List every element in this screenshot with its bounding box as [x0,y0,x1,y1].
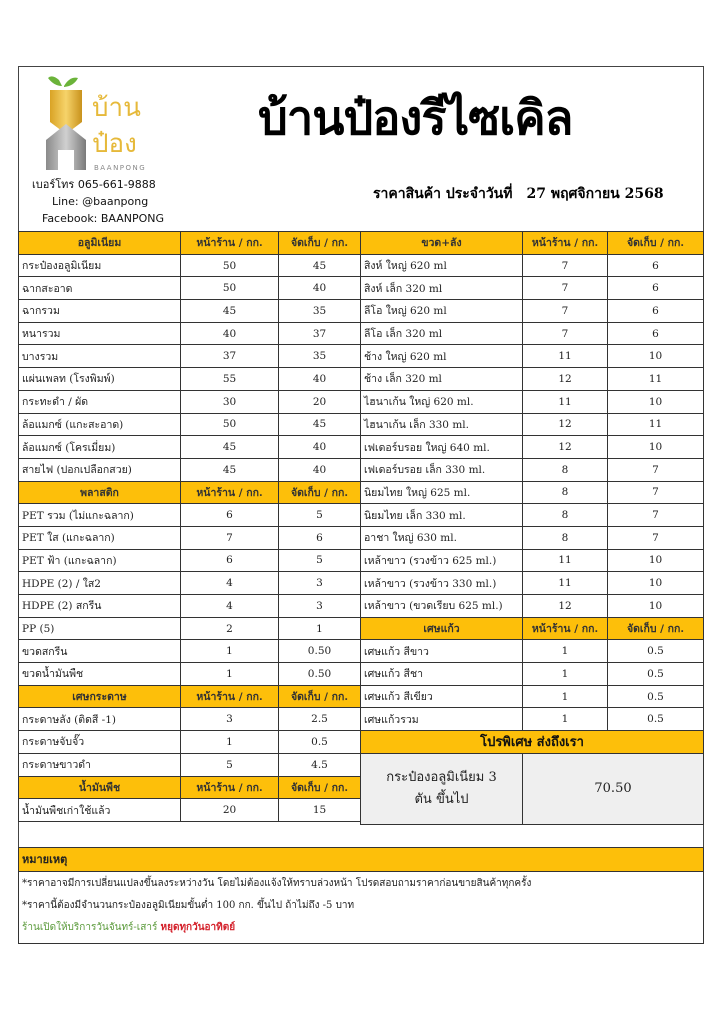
item-name: เฟเดอร์บรอย ใหญ่ 640 ml. [361,436,523,459]
table-row [361,368,704,391]
table-row [361,526,704,549]
price-date: 27 พฤศจิกายน 2568 [526,186,664,202]
table-row [361,572,704,595]
front-price: 5 [181,753,279,776]
item-name: ไฮนาเก้น ใหญ่ 620 ml. [361,390,523,413]
item-name: ช้าง ใหญ่ 620 ml [361,345,523,368]
item-name: เหล้าขาว (รวงข้าว 625 ml.) [361,549,523,572]
front-price: 6 [181,549,279,572]
table-row [19,368,361,391]
front-price: 7 [523,277,608,300]
table-row [19,504,361,527]
item-name: เศษแก้ว สีขาว [361,640,523,663]
pickup-price: 0.5 [608,708,704,731]
pickup-price: 4.5 [279,753,361,776]
item-name: ช้าง เล็ก 320 ml [361,368,523,391]
item-name: ล้อแมกซ์ (แกะสะอาด) [19,413,181,436]
left-price-table [18,231,361,822]
section-title: เศษแก้ว [361,617,523,640]
section-header-row [361,617,704,640]
table-row [19,526,361,549]
front-price: 4 [181,595,279,618]
pickup-price: 40 [279,368,361,391]
item-name: กระทะดำ / ผัด [19,390,181,413]
pickup-price: 7 [608,526,704,549]
section-title: ขวด+ลัง [361,232,523,255]
column-pickup-price: จัดเก็บ / กก. [608,617,704,640]
item-name: PET ฟ้า (แกะฉลาก) [19,549,181,572]
column-front-price: หน้าร้าน / กก. [181,685,279,708]
item-name: อาชา ใหญ่ 630 ml. [361,526,523,549]
item-name: PP (5) [19,617,181,640]
pickup-price: 11 [608,413,704,436]
pickup-price: 40 [279,458,361,481]
table-row [19,458,361,481]
pickup-price: 6 [279,526,361,549]
column-front-price: หน้าร้าน / กก. [181,232,279,255]
pickup-price: 10 [608,549,704,572]
front-price: 1 [181,731,279,754]
front-price: 8 [523,526,608,549]
front-price: 8 [523,504,608,527]
pickup-price: 0.5 [608,663,704,686]
pickup-price: 3 [279,572,361,595]
item-name: ลีโอ ใหญ่ 620 ml [361,300,523,323]
table-row [19,640,361,663]
front-price: 11 [523,345,608,368]
pickup-price: 6 [608,300,704,323]
table-row [19,708,361,731]
item-name: บางรวม [19,345,181,368]
front-price: 4 [181,572,279,595]
section-title: เศษกระดาษ [19,685,181,708]
item-name: กระดาษจับจั๊ว [19,731,181,754]
notes-title: หมายเหตุ [18,847,704,872]
front-price: 11 [523,390,608,413]
pickup-price: 35 [279,345,361,368]
table-row [361,436,704,459]
pickup-price: 6 [608,254,704,277]
pickup-price: 15 [279,799,361,822]
logo-text-bottom: ป๋อง [92,129,137,159]
price-date-line [373,183,664,205]
right-price-table [360,231,704,825]
table-row [361,413,704,436]
front-price: 12 [523,368,608,391]
baanpong-logo [42,74,162,178]
page-title: บ้านป๋องรีไซเคิล [258,91,573,146]
table-row [361,595,704,618]
pickup-price: 6 [608,277,704,300]
front-price: 7 [523,322,608,345]
front-price: 55 [181,368,279,391]
item-name: ขวดน้ำมันพืช [19,663,181,686]
table-row [361,345,704,368]
table-row [361,300,704,323]
table-row [19,390,361,413]
front-price: 50 [181,277,279,300]
logo-brand: BAANPONG [94,164,147,172]
facebook-page: Facebook: BAANPONG [42,212,165,225]
front-price: 6 [181,504,279,527]
front-price: 1 [523,663,608,686]
table-row [19,799,361,822]
front-price: 1 [523,708,608,731]
section-title: อลูมิเนียม [19,232,181,255]
table-row [19,753,361,776]
open-days: ร้านเปิดให้บริการวันจันทร์-เสาร์ [22,922,158,933]
pickup-price: 5 [279,549,361,572]
front-price: 12 [523,413,608,436]
item-name: น้ำมันพืชเก่าใช้แล้ว [19,799,181,822]
item-name: ฉากสะอาด [19,277,181,300]
item-name: ไฮนาเก้น เล็ก 330 ml. [361,413,523,436]
front-price: 11 [523,572,608,595]
front-price: 11 [523,549,608,572]
pickup-price: 45 [279,254,361,277]
logo-text-top: บ้าน [92,93,141,123]
front-price: 1 [181,640,279,663]
pickup-price: 10 [608,436,704,459]
section-title: พลาสติก [19,481,181,504]
pickup-price: 0.50 [279,663,361,686]
pickup-price: 0.5 [608,640,704,663]
pickup-price: 7 [608,504,704,527]
item-name: PET ใส (แกะฉลาก) [19,526,181,549]
column-front-price: หน้าร้าน / กก. [523,232,608,255]
contact-info [22,176,172,227]
section-header-row [361,232,704,255]
section-header-row [19,685,361,708]
table-row [361,708,704,731]
phone-number: เบอร์โทร 065-661-9888 [32,178,156,191]
front-price: 37 [181,345,279,368]
item-name: เศษแก้ว สีเขียว [361,685,523,708]
table-row [19,572,361,595]
table-row [361,640,704,663]
pickup-price: 35 [279,300,361,323]
item-name: HDPE (2) สกรีน [19,595,181,618]
item-name: เหล้าขาว (รวงข้าว 330 ml.) [361,572,523,595]
table-row [361,685,704,708]
front-price: 45 [181,436,279,459]
front-price: 40 [181,322,279,345]
pickup-price: 37 [279,322,361,345]
closed-days: หยุดทุกวันอาทิตย์ [160,922,236,933]
table-row [19,254,361,277]
promo-price: 70.50 [523,753,704,824]
line-id: Line: @baanpong [52,195,149,208]
item-name: ล้อแมกซ์ (โครเมี่ยม) [19,436,181,459]
column-pickup-price: จัดเก็บ / กก. [608,232,704,255]
column-front-price: หน้าร้าน / กก. [181,776,279,799]
item-name: กระดาษลัง (ติดสี -1) [19,708,181,731]
table-row [361,390,704,413]
pickup-price: 1 [279,617,361,640]
item-name: HDPE (2) / ใส2 [19,572,181,595]
pickup-price: 10 [608,595,704,618]
front-price: 2 [181,617,279,640]
front-price: 12 [523,595,608,618]
table-row [361,504,704,527]
item-name: นิยมไทย เล็ก 330 ml. [361,504,523,527]
pickup-price: 0.50 [279,640,361,663]
item-name: เฟเดอร์บรอย เล็ก 330 ml. [361,458,523,481]
item-name: เศษแก้วรวม [361,708,523,731]
column-front-price: หน้าร้าน / กก. [181,481,279,504]
logo-graphic [42,74,162,178]
note-line-1: *ราคาอาจมีการเปลี่ยนแปลงขึ้นลงระหว่างวัน โดยไม่ต้องแจ้งให้ทราบล่วงหน้า โปรดสอบถามราคาก่อนขายสินค้าทุกครั้ง [22,878,532,889]
item-name: PET รวม (ไม่แกะฉลาก) [19,504,181,527]
pickup-price: 40 [279,436,361,459]
table-row [19,549,361,572]
front-price: 12 [523,436,608,459]
item-name: กระดาษขาวดำ [19,753,181,776]
pickup-price: 5 [279,504,361,527]
column-pickup-price: จัดเก็บ / กก. [279,776,361,799]
item-name: ฉากรวม [19,300,181,323]
pickup-price: 11 [608,368,704,391]
price-date-label: ราคาสินค้า ประจำวันที่ [373,186,513,202]
front-price: 8 [523,481,608,504]
pickup-price: 0.5 [608,685,704,708]
table-row [19,436,361,459]
table-row [19,663,361,686]
pickup-price: 6 [608,322,704,345]
notes-section [18,872,704,944]
table-row [361,458,704,481]
pickup-price: 2.5 [279,708,361,731]
table-row [19,595,361,618]
item-name: ขวดสกรีน [19,640,181,663]
pickup-price: 7 [608,481,704,504]
item-name: สิงห์ เล็ก 320 ml [361,277,523,300]
front-price: 1 [181,663,279,686]
section-title: น้ำมันพืช [19,776,181,799]
item-name: เศษแก้ว สีชา [361,663,523,686]
column-pickup-price: จัดเก็บ / กก. [279,481,361,504]
promo-header-row [361,731,704,754]
front-price: 1 [523,640,608,663]
front-price: 7 [523,254,608,277]
pickup-price: 0.5 [279,731,361,754]
front-price: 1 [523,685,608,708]
pickup-price: 7 [608,458,704,481]
item-name: นิยมไทย ใหญ่ 625 ml. [361,481,523,504]
front-price: 3 [181,708,279,731]
section-header-row [19,776,361,799]
table-row [19,617,361,640]
front-price: 7 [523,300,608,323]
front-price: 30 [181,390,279,413]
pickup-price: 20 [279,390,361,413]
front-price: 20 [181,799,279,822]
table-row [19,277,361,300]
table-row [361,549,704,572]
item-name: แผ่นเพลท (โรงพิมพ์) [19,368,181,391]
item-name: กระป๋องอลูมิเนียม [19,254,181,277]
front-price: 7 [181,526,279,549]
front-price: 45 [181,300,279,323]
table-row [361,481,704,504]
business-hours [22,916,703,938]
pickup-price: 3 [279,595,361,618]
item-name: สายไฟ (ปอกเปลือกสวย) [19,458,181,481]
pickup-price: 40 [279,277,361,300]
section-header-row [19,232,361,255]
table-row [361,322,704,345]
table-row [19,731,361,754]
front-price: 8 [523,458,608,481]
item-name: ลีโอ เล็ก 320 ml [361,322,523,345]
front-price: 50 [181,254,279,277]
pickup-price: 10 [608,390,704,413]
table-row [19,300,361,323]
promo-item: กระป๋องอลูมิเนียม 3 ตัน ขึ้นไป [361,753,523,824]
table-row [361,663,704,686]
table-row [19,413,361,436]
note-line-2: *ราคานี้ต้องมีจำนวนกระป๋องอลูมิเนียมขั้นต่ำ 100 กก. ขึ้นไป ถ้าไม่ถึง -5 บาท [22,900,355,911]
front-price: 45 [181,458,279,481]
section-header-row [19,481,361,504]
pickup-price: 10 [608,345,704,368]
item-name: เหล้าขาว (ขวดเรียบ 625 ml.) [361,595,523,618]
item-name: สิงห์ ใหญ่ 620 ml [361,254,523,277]
pickup-price: 10 [608,572,704,595]
table-row [19,345,361,368]
promo-row [361,753,704,824]
table-row [19,322,361,345]
front-price: 50 [181,413,279,436]
column-front-price: หน้าร้าน / กก. [523,617,608,640]
column-pickup-price: จัดเก็บ / กก. [279,232,361,255]
table-row [361,277,704,300]
table-row [361,254,704,277]
pickup-price: 45 [279,413,361,436]
item-name: หนารวม [19,322,181,345]
promo-title: โปรพิเศษ ส่งถึงเรา [361,731,704,754]
column-pickup-price: จัดเก็บ / กก. [279,685,361,708]
